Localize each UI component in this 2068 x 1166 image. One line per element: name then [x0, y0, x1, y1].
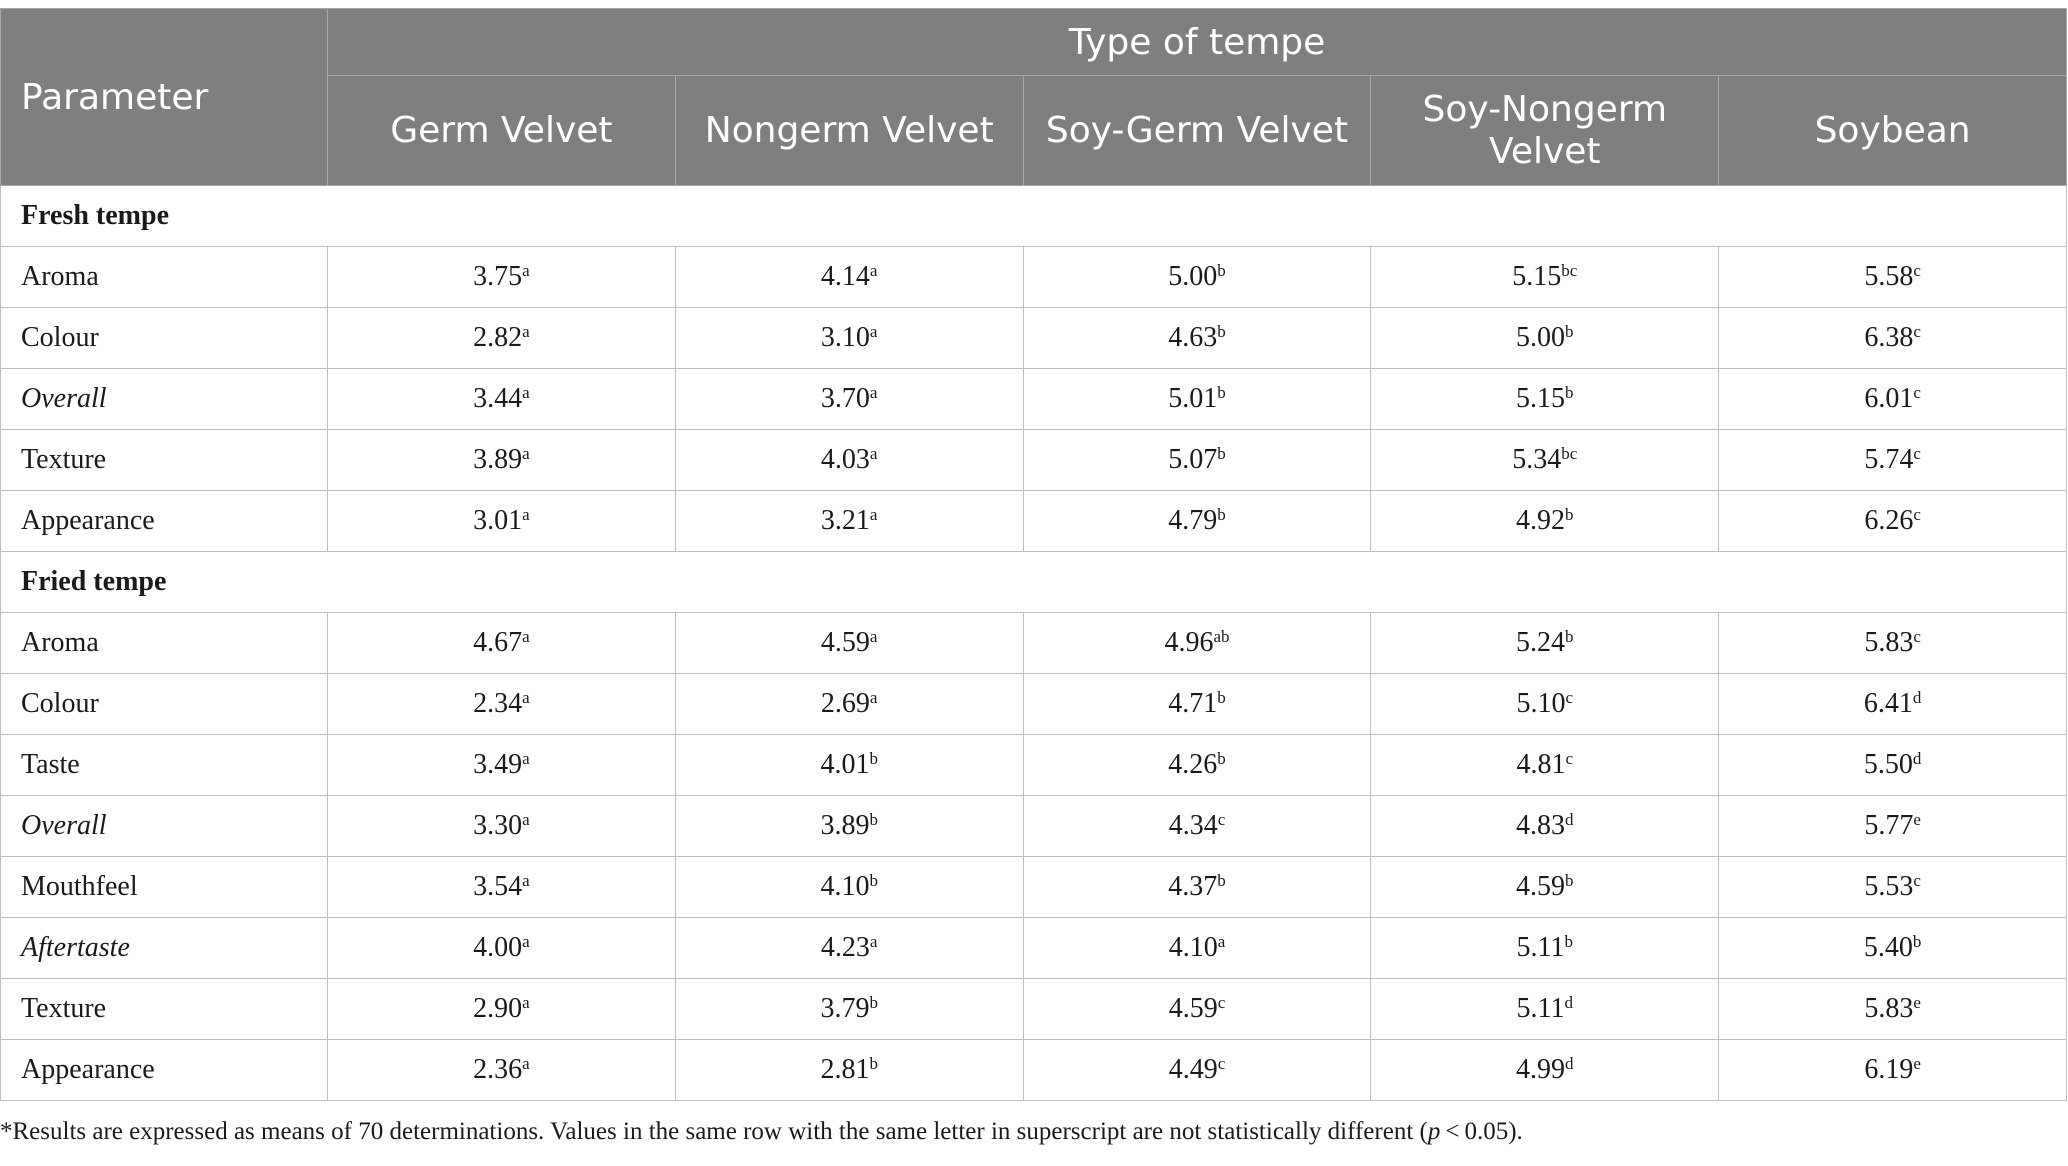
cell-mean-value: 4.83: [1516, 810, 1566, 841]
table-cell: [675, 735, 1023, 796]
table-cell: [1371, 857, 1719, 918]
header-row-group: [1, 9, 2067, 76]
cell-mean-value: 5.15: [1512, 261, 1562, 292]
cell-significance-letter: c: [1913, 444, 1921, 463]
table-cell: [328, 1040, 676, 1101]
tempe-type-group-header: Type of tempe: [328, 9, 2067, 76]
table-cell: [1719, 369, 2067, 430]
table-cell: [1023, 613, 1371, 674]
table-cell: [1719, 247, 2067, 308]
table-cell: [675, 918, 1023, 979]
row-parameter-label: Colour: [1, 308, 328, 369]
table-row: [1, 613, 2067, 674]
cell-mean-value: 6.19: [1864, 1054, 1914, 1085]
cell-significance-letter: b: [1217, 688, 1226, 707]
cell-mean-value: 3.89: [820, 810, 870, 841]
cell-significance-letter: b: [1217, 322, 1226, 341]
cell-significance-letter: b: [1565, 505, 1574, 524]
cell-mean-value: 4.10: [820, 871, 870, 902]
cell-significance-letter: b: [1912, 932, 1922, 951]
table-cell: [1371, 308, 1719, 369]
row-parameter-label: Texture: [1, 979, 328, 1040]
cell-mean-value: 2.36: [473, 1054, 523, 1085]
cell-mean-value: 5.83: [1864, 993, 1914, 1024]
cell-mean-value: 4.37: [1168, 871, 1218, 902]
cell-significance-letter: a: [522, 505, 530, 524]
cell-significance-letter: a: [522, 749, 530, 768]
cell-significance-letter: b: [869, 749, 878, 768]
cell-significance-letter: c: [1913, 261, 1921, 280]
table-cell: [1719, 979, 2067, 1040]
cell-significance-letter: b: [1217, 505, 1226, 524]
cell-mean-value: 4.92: [1516, 505, 1566, 536]
cell-significance-letter: e: [1913, 1054, 1921, 1073]
section-title: Fresh tempe: [1, 186, 2067, 247]
cell-mean-value: 3.44: [473, 383, 523, 414]
cell-mean-value: 4.00: [473, 932, 523, 963]
table-cell: [1371, 735, 1719, 796]
table-cell: [1023, 735, 1371, 796]
cell-mean-value: 4.63: [1168, 322, 1218, 353]
table-cell: [1719, 308, 2067, 369]
table-cell: [675, 430, 1023, 491]
row-parameter-label: Overall: [1, 369, 328, 430]
table-footnote: [0, 1118, 2066, 1146]
cell-significance-letter: a: [522, 688, 530, 707]
cell-significance-letter: a: [522, 993, 530, 1012]
table-cell: [1371, 247, 1719, 308]
table-cell: [1371, 491, 1719, 552]
table-cell: [675, 796, 1023, 857]
cell-significance-letter: d: [1565, 810, 1574, 829]
cell-significance-letter: b: [1565, 871, 1574, 890]
table-cell: [1023, 857, 1371, 918]
cell-mean-value: 3.79: [820, 993, 870, 1024]
cell-mean-value: 5.40: [1863, 932, 1913, 963]
row-parameter-label: Colour: [1, 674, 328, 735]
row-parameter-label: Aroma: [1, 247, 328, 308]
column-header-germ-velvet: Germ Velvet: [328, 76, 676, 186]
column-header-soy-germ-velvet: Soy-Germ Velvet: [1023, 76, 1371, 186]
cell-mean-value: 4.34: [1168, 810, 1218, 841]
cell-mean-value: 5.34: [1512, 444, 1562, 475]
cell-mean-value: 4.14: [820, 261, 870, 292]
cell-significance-letter: c: [1565, 749, 1574, 768]
table-cell: [328, 247, 676, 308]
cell-mean-value: 5.11: [1516, 993, 1565, 1024]
table-row: [1, 857, 2067, 918]
table-cell: [675, 857, 1023, 918]
cell-mean-value: 4.10: [1168, 932, 1218, 963]
cell-significance-letter: b: [869, 810, 878, 829]
table-cell: [1023, 674, 1371, 735]
cell-mean-value: 6.01: [1864, 383, 1914, 414]
table-cell: [1719, 735, 2067, 796]
table-cell: [1719, 613, 2067, 674]
table-cell: [1371, 674, 1719, 735]
column-header-nongerm-velvet: Nongerm Velvet: [675, 76, 1023, 186]
cell-mean-value: 2.82: [473, 322, 523, 353]
cell-significance-letter: a: [522, 627, 530, 646]
cell-significance-letter: b: [1565, 383, 1574, 402]
row-parameter-label: Taste: [1, 735, 328, 796]
cell-mean-value: 5.58: [1864, 261, 1914, 292]
cell-significance-letter: b: [869, 993, 878, 1012]
table-cell: [675, 308, 1023, 369]
cell-significance-letter: a: [522, 932, 530, 951]
cell-mean-value: 3.75: [473, 261, 523, 292]
cell-significance-letter: a: [869, 932, 878, 951]
cell-mean-value: 4.81: [1516, 749, 1566, 780]
table-cell: [1023, 1040, 1371, 1101]
row-parameter-label: Mouthfeel: [1, 857, 328, 918]
cell-significance-letter: c: [1913, 322, 1921, 341]
column-header-soy-nongerm-velvet: Soy-Nongerm Velvet: [1371, 76, 1719, 186]
footnote-text: *Results are expressed as means of 70 determinations. Values in the same row with the same letter in superscript are not statistically different (: [0, 1118, 1428, 1145]
table-cell: [1371, 613, 1719, 674]
cell-mean-value: 4.23: [820, 932, 870, 963]
cell-significance-letter: c: [1913, 871, 1921, 890]
cell-significance-letter: c: [1913, 627, 1921, 646]
table-row: [1, 796, 2067, 857]
column-header-soybean: Soybean: [1719, 76, 2067, 186]
table-row: [1, 735, 2067, 796]
table-row: [1, 308, 2067, 369]
table-row: [1, 491, 2067, 552]
cell-significance-letter: c: [1217, 810, 1226, 829]
table-header: [1, 9, 2067, 186]
cell-mean-value: 3.89: [473, 444, 523, 475]
cell-mean-value: 2.81: [820, 1054, 870, 1085]
cell-significance-letter: a: [522, 444, 530, 463]
table-cell: [1371, 918, 1719, 979]
row-parameter-label: Overall: [1, 796, 328, 857]
cell-significance-letter: d: [1565, 1054, 1574, 1073]
cell-significance-letter: b: [1564, 932, 1574, 951]
table-cell: [328, 796, 676, 857]
cell-significance-letter: e: [1913, 810, 1921, 829]
table-cell: [328, 369, 676, 430]
cell-mean-value: 4.96: [1164, 627, 1214, 658]
cell-mean-value: 2.34: [473, 688, 523, 719]
table-cell: [1023, 979, 1371, 1040]
cell-mean-value: 4.71: [1168, 688, 1218, 719]
table-cell: [1719, 430, 2067, 491]
cell-mean-value: 2.69: [820, 688, 870, 719]
row-parameter-label: Texture: [1, 430, 328, 491]
table-cell: [328, 430, 676, 491]
row-parameter-label: Aftertaste: [1, 918, 328, 979]
cell-significance-letter: a: [522, 810, 530, 829]
cell-mean-value: 3.54: [473, 871, 523, 902]
cell-mean-value: 5.77: [1864, 810, 1914, 841]
section-row: [1, 186, 2067, 247]
cell-significance-letter: c: [1217, 993, 1226, 1012]
table-cell: [1023, 308, 1371, 369]
cell-significance-letter: c: [1217, 1054, 1226, 1073]
cell-mean-value: 3.10: [820, 322, 870, 353]
cell-significance-letter: e: [1913, 993, 1921, 1012]
cell-mean-value: 5.01: [1168, 383, 1218, 414]
cell-significance-letter: a: [869, 627, 878, 646]
table-cell: [1719, 674, 2067, 735]
cell-significance-letter: d: [1912, 749, 1922, 768]
cell-significance-letter: a: [522, 383, 530, 402]
cell-significance-letter: b: [869, 1054, 878, 1073]
cell-significance-letter: a: [869, 322, 878, 341]
table-row: [1, 979, 2067, 1040]
table-cell: [328, 613, 676, 674]
table-cell: [328, 308, 676, 369]
cell-mean-value: 5.83: [1864, 627, 1914, 658]
cell-mean-value: 3.70: [820, 383, 870, 414]
cell-significance-letter: a: [522, 322, 530, 341]
cell-mean-value: 5.07: [1168, 444, 1218, 475]
cell-mean-value: 5.15: [1516, 383, 1566, 414]
table-cell: [1371, 796, 1719, 857]
cell-significance-letter: a: [869, 688, 878, 707]
cell-mean-value: 5.74: [1864, 444, 1914, 475]
table-row: [1, 369, 2067, 430]
cell-significance-letter: c: [1913, 505, 1921, 524]
table-cell: [328, 918, 676, 979]
table-cell: [675, 247, 1023, 308]
table-cell: [1719, 857, 2067, 918]
row-parameter-label: Appearance: [1, 491, 328, 552]
cell-significance-letter: bc: [1561, 444, 1578, 463]
cell-significance-letter: bc: [1561, 261, 1578, 280]
table-cell: [1023, 247, 1371, 308]
table-cell: [675, 674, 1023, 735]
cell-significance-letter: b: [1565, 322, 1574, 341]
table-cell: [1719, 796, 2067, 857]
table-cell: [1023, 491, 1371, 552]
parameter-column-header: Parameter: [1, 9, 328, 186]
cell-mean-value: 5.00: [1168, 261, 1218, 292]
cell-significance-letter: b: [1217, 383, 1226, 402]
row-parameter-label: Appearance: [1, 1040, 328, 1101]
table-row: [1, 247, 2067, 308]
cell-significance-letter: a: [869, 261, 878, 280]
table-cell: [328, 979, 676, 1040]
table-cell: [675, 979, 1023, 1040]
row-parameter-label: Aroma: [1, 613, 328, 674]
cell-significance-letter: a: [522, 261, 530, 280]
cell-significance-letter: c: [1913, 383, 1921, 402]
cell-significance-letter: a: [869, 383, 878, 402]
table-cell: [1371, 979, 1719, 1040]
table-cell: [1023, 369, 1371, 430]
cell-mean-value: 4.59: [1168, 993, 1218, 1024]
table-row: [1, 674, 2067, 735]
cell-mean-value: 4.67: [473, 627, 523, 658]
cell-mean-value: 3.49: [473, 749, 523, 780]
cell-significance-letter: a: [522, 871, 530, 890]
cell-mean-value: 3.01: [473, 505, 523, 536]
cell-significance-letter: a: [869, 444, 878, 463]
cell-mean-value: 6.41: [1863, 688, 1913, 719]
table-cell: [1371, 1040, 1719, 1101]
table-cell: [675, 491, 1023, 552]
table-cell: [328, 735, 676, 796]
cell-significance-letter: b: [1217, 261, 1226, 280]
cell-mean-value: 4.03: [820, 444, 870, 475]
cell-mean-value: 2.90: [473, 993, 523, 1024]
cell-significance-letter: b: [1217, 749, 1226, 768]
table-cell: [1719, 491, 2067, 552]
cell-significance-letter: d: [1564, 993, 1574, 1012]
results-table-container: [0, 8, 2066, 1101]
table-cell: [1371, 430, 1719, 491]
footnote-threshold: < 0.05).: [1440, 1118, 1523, 1145]
table-body: [1, 186, 2067, 1101]
cell-mean-value: 4.99: [1516, 1054, 1566, 1085]
table-cell: [1023, 430, 1371, 491]
cell-mean-value: 5.50: [1863, 749, 1913, 780]
table-cell: [1719, 918, 2067, 979]
table-row: [1, 918, 2067, 979]
table-cell: [328, 857, 676, 918]
cell-mean-value: 4.59: [1516, 871, 1566, 902]
section-row: [1, 552, 2067, 613]
cell-significance-letter: ab: [1213, 627, 1230, 646]
cell-mean-value: 5.11: [1516, 932, 1565, 963]
cell-mean-value: 4.01: [820, 749, 870, 780]
table-row: [1, 430, 2067, 491]
table-cell: [328, 491, 676, 552]
sensory-results-table: [0, 8, 2067, 1101]
footnote-p-variable: p: [1427, 1118, 1441, 1145]
cell-significance-letter: c: [1565, 688, 1574, 707]
cell-mean-value: 4.49: [1168, 1054, 1218, 1085]
table-cell: [675, 1040, 1023, 1101]
table-cell: [1719, 1040, 2067, 1101]
table-cell: [1371, 369, 1719, 430]
table-cell: [675, 613, 1023, 674]
table-cell: [328, 674, 676, 735]
cell-significance-letter: a: [869, 505, 878, 524]
section-title: Fried tempe: [1, 552, 2067, 613]
cell-significance-letter: b: [1217, 871, 1226, 890]
cell-mean-value: 4.79: [1168, 505, 1218, 536]
cell-significance-letter: a: [1217, 932, 1226, 951]
cell-mean-value: 4.59: [820, 627, 870, 658]
table-cell: [1023, 796, 1371, 857]
cell-mean-value: 5.10: [1516, 688, 1566, 719]
table-cell: [675, 369, 1023, 430]
cell-significance-letter: b: [1565, 627, 1574, 646]
cell-mean-value: 4.26: [1168, 749, 1218, 780]
cell-mean-value: 5.24: [1516, 627, 1566, 658]
cell-mean-value: 6.38: [1864, 322, 1914, 353]
table-cell: [1023, 918, 1371, 979]
cell-mean-value: 5.53: [1864, 871, 1914, 902]
cell-mean-value: 3.21: [820, 505, 870, 536]
cell-significance-letter: d: [1912, 688, 1922, 707]
cell-significance-letter: b: [1217, 444, 1226, 463]
cell-mean-value: 5.00: [1516, 322, 1566, 353]
cell-mean-value: 6.26: [1864, 505, 1914, 536]
cell-significance-letter: a: [522, 1054, 530, 1073]
cell-significance-letter: b: [869, 871, 878, 890]
table-row: [1, 1040, 2067, 1101]
cell-mean-value: 3.30: [473, 810, 523, 841]
